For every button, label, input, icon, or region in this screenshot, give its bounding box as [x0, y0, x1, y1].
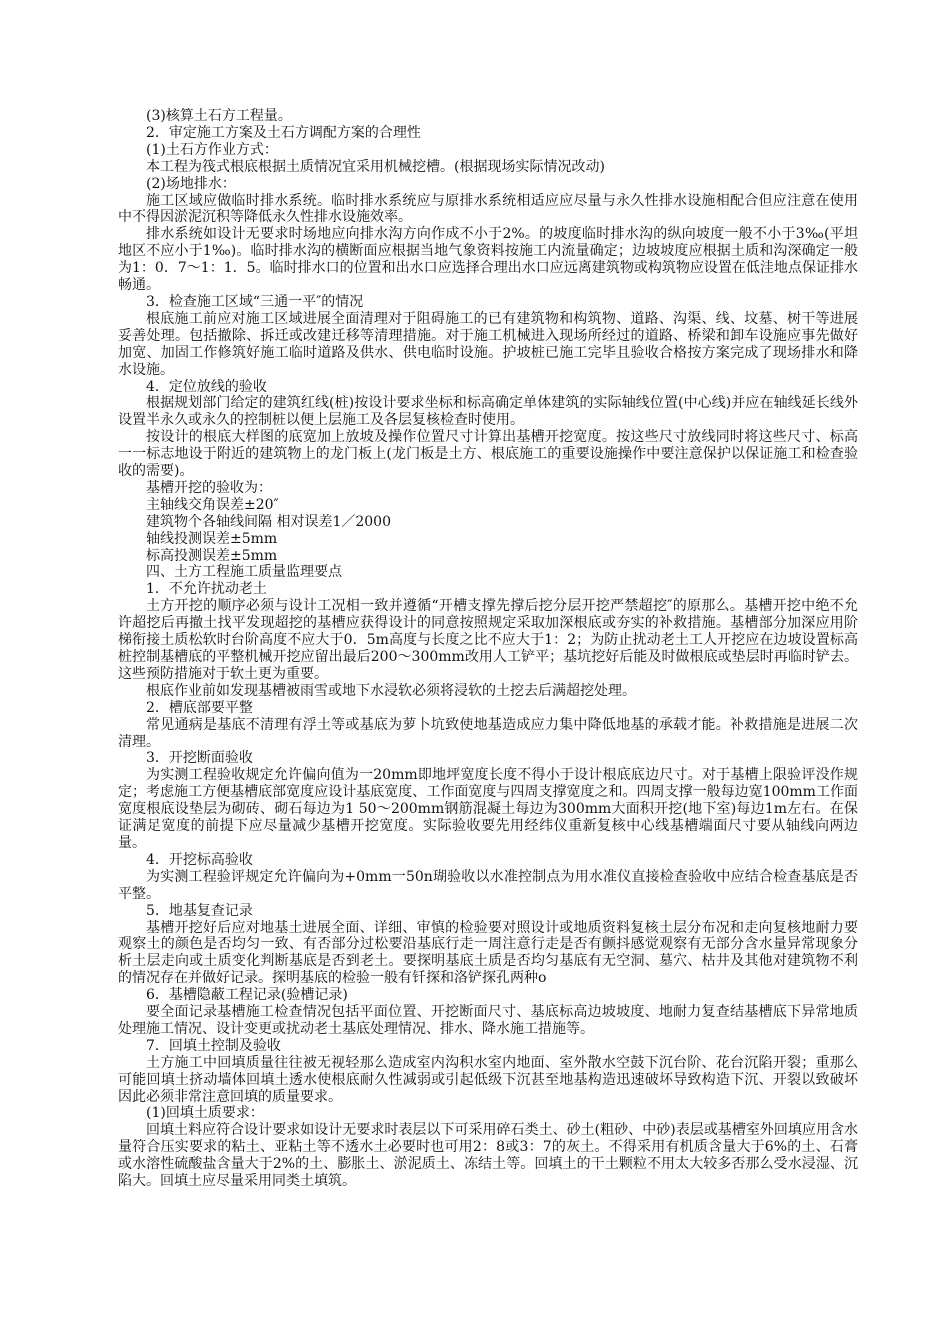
- paragraph: 施工区域应做临时排水系统。临时排水系统应与原排水系统相适应应尽量与永久性排水设施相配合但应注意在使用中不得因淤泥沉积等降低永久性排水设施效率。: [118, 192, 858, 226]
- paragraph: 土方施工中回填质量往往被无视轻那么造成室内沟积水室内地面、室外散水空鼓下沉台阶、花台沉陷开裂；重那么可能回填土挤动墙体回填土透水使根底耐久性减弱或引起低级下沉甚至地基构造迅速破坏导致构造下沉、开裂以致破坏因此必须非常注意回填的质量要求。: [118, 1054, 858, 1105]
- paragraph: 6．基槽隐蔽工程记录(验槽记录): [146, 987, 348, 1004]
- paragraph: 标高投测误差±5mm: [146, 547, 278, 564]
- paragraph: 按设计的根底大样图的底宽加上放坡及操作位置尺寸计算出基槽开挖宽度。按这些尺寸放线同时将这些尺寸、标高一一标志地设于附近的建筑物上的龙门板上(龙门板是土方、根底施工的重要设施操作中要注意保护以保证施工和检查验收的需要)。: [118, 429, 858, 480]
- paragraph: 要全面记录基槽施工检查情况包括平面位置、开挖断面尺寸、基底标高边坡坡度、地耐力复查结基槽底下异常地质处理施工情况、设计变更或扰动老土基底处理情况、排水、降水施工措施等。: [118, 1004, 858, 1037]
- document-body: [118, 108, 858, 1190]
- paragraph: 基槽开挖的验收为：: [146, 479, 272, 496]
- paragraph: 轴线投测误差±5mm: [146, 530, 278, 547]
- paragraph: (3)核算土石方工程量。: [146, 108, 292, 124]
- paragraph: 3．检查施工区域“三通一平″的情况: [146, 293, 364, 310]
- paragraph: 根据规划部门给定的建筑红线(桩)按设计要求坐标和标高确定单体建筑的实际轴线位置(中心线)并应在轴线延长线外设置半永久或永久的控制桩以便上层施工及各层复核检查时使用。: [118, 395, 858, 429]
- paragraph: 根底施工前应对施工区域进展全面清理对于阻碍施工的已有建筑物和构筑物、道路、沟渠、线、坟墓、树干等进展妥善处理。包括撤除、拆迁或改建迁移等清理措施。对于施工机械进入现场所经过的道路、桥梁和卸车设施应事先做好加宽、加固工作修筑好施工临时道路及供水、供电临时设施。护坡桩已施工完毕且验收合格按方案完成了现场排水和降水设施。: [118, 310, 858, 378]
- paragraph: 四、土方工程施工质量监理要点: [146, 564, 342, 581]
- paragraph: 2．审定施工方案及土石方调配方案的合理性: [146, 124, 421, 141]
- paragraph: (1)土石方作业方式：: [146, 141, 278, 158]
- paragraph: 4．定位放线的验收: [146, 378, 267, 395]
- paragraph: 建筑物个各轴线间隔 相对误差1／2000: [146, 513, 391, 530]
- paragraph: 排水系统如设计无要求时场地应向排水沟方向作成不小于2%。的坡度临时排水沟的纵向坡度一般不小于3‰(平坦地区不应小于1‰)。临时排水沟的横断面应根据当地气象资料按施工内流量确定；边坡坡度应根据土质和沟深确定一般为1：0．7～1：1．5。临时排水口的位置和出水口应选择合理出水口应远离建筑物或构筑物应设置在低洼地点保证排水畅通。: [118, 226, 858, 294]
- paragraph: 根底作业前如发现基槽被雨雪或地下水浸软必须将浸软的土挖去后满超挖处理。: [146, 682, 636, 699]
- paragraph: 为实测工程验评规定允许偏向为+0mm一50n瑚验收以水准控制点为用水准仪直接检查验收中应结合检查基底是否平整。: [118, 868, 858, 902]
- paragraph: (1)回填土质要求：: [146, 1105, 264, 1122]
- paragraph: 为实测工程验收规定允许偏向值为一20mm即地坪宽度长度不得小于设计根底底边尺寸。对于基槽上限验评没作规定；考虑施工方便基槽底部宽度应设计基底宽度、工作面宽度与四周支撑宽度之和。四周支撑一般每边宽100mm工作面宽度根底设垫层为砌砖、砌石每边为1 50～200mm钢筋混凝土每边为300mm大面积开挖(地下室)每边1m左右。在保证满足宽度的前提下应尽量减少基槽开挖宽度。实际验收要先用经纬仪重新复核中心线基槽端面尺寸要从轴线向两边量。: [118, 767, 858, 851]
- paragraph: 本工程为筏式根底根据土质情况宜采用机械挖槽。(根据现场实际情况改动): [146, 158, 605, 175]
- paragraph: 5．地基复查记录: [146, 902, 253, 919]
- paragraph: 基槽开挖好后应对地基土进展全面、详细、审慎的检验要对照设计或地质资料复核土层分布况和走向复核地耐力要观察土的颜色是否均匀一致、有否部分过松要沿基底行走一周注意行走是否有颤抖感觉观察有无部分含水量异常现象分析土层走向或土质变化判断基底是否到老土。要探明基底土质是否均匀基底有无空洞、墓穴、枯井及其他对建筑物不利的情况存在并做好记录。探明基底的检验一般有钎探和洛铲探孔两种o: [118, 919, 858, 987]
- paragraph: 7．回填土控制及验收: [146, 1037, 281, 1054]
- paragraph: 2．槽底部要平整: [146, 699, 253, 716]
- paragraph: 3．开挖断面验收: [146, 750, 253, 767]
- paragraph: 常见通病是基底不清理有浮土等或基底为萝卜坑致使地基造成应力集中降低地基的承载才能。补救措施是进展二次清理。: [118, 716, 858, 750]
- paragraph: 土方开挖的顺序必须与设计工况相一致并遵循“开槽支撑先撑后挖分层开挖严禁超挖″的原那么。基槽开挖中绝不允许超挖后再撤土找平发现超挖的基槽应获得设计的同意按照规定采取加深根底或夯实的补救措施。基槽部分加深应用阶梯衔接土质松软时台阶高度不应大于0．5m高度与长度之比不应大于1：2；为防止扰动老土工人开挖应在边坡设置标高桩控制基槽底的平整机械开挖应留出最后200～300mm改用人工铲平；基坑挖好后能及时做根底或垫层时再临时铲去。这些预防措施对于软土更为重要。: [118, 598, 858, 682]
- paragraph: 回填土料应符合设计要求如设计无要求时表层以下可采用碎石类土、砂土(粗砂、中砂)表层或基槽室外回填应用含水量符合压实要求的粘土、亚粘土等不透水土必要时也可用2：8或3：7的灰土。不得采用有机质含量大于6%的土、石膏或水溶性硫酸盐含量大于2%的土、膨胀土、淤泥质土、冻结土等。回填土的干土颗粒不用太大较多否那么受水浸湿、沉陷大。回填土应尽量采用同类土填筑。: [118, 1122, 858, 1190]
- paragraph: 4．开挖标高验收: [146, 851, 253, 868]
- paragraph: 1．不允许扰动老土: [146, 581, 267, 598]
- paragraph: (2)场地排水：: [146, 175, 236, 192]
- paragraph: 主轴线交角误差±20″: [146, 496, 279, 513]
